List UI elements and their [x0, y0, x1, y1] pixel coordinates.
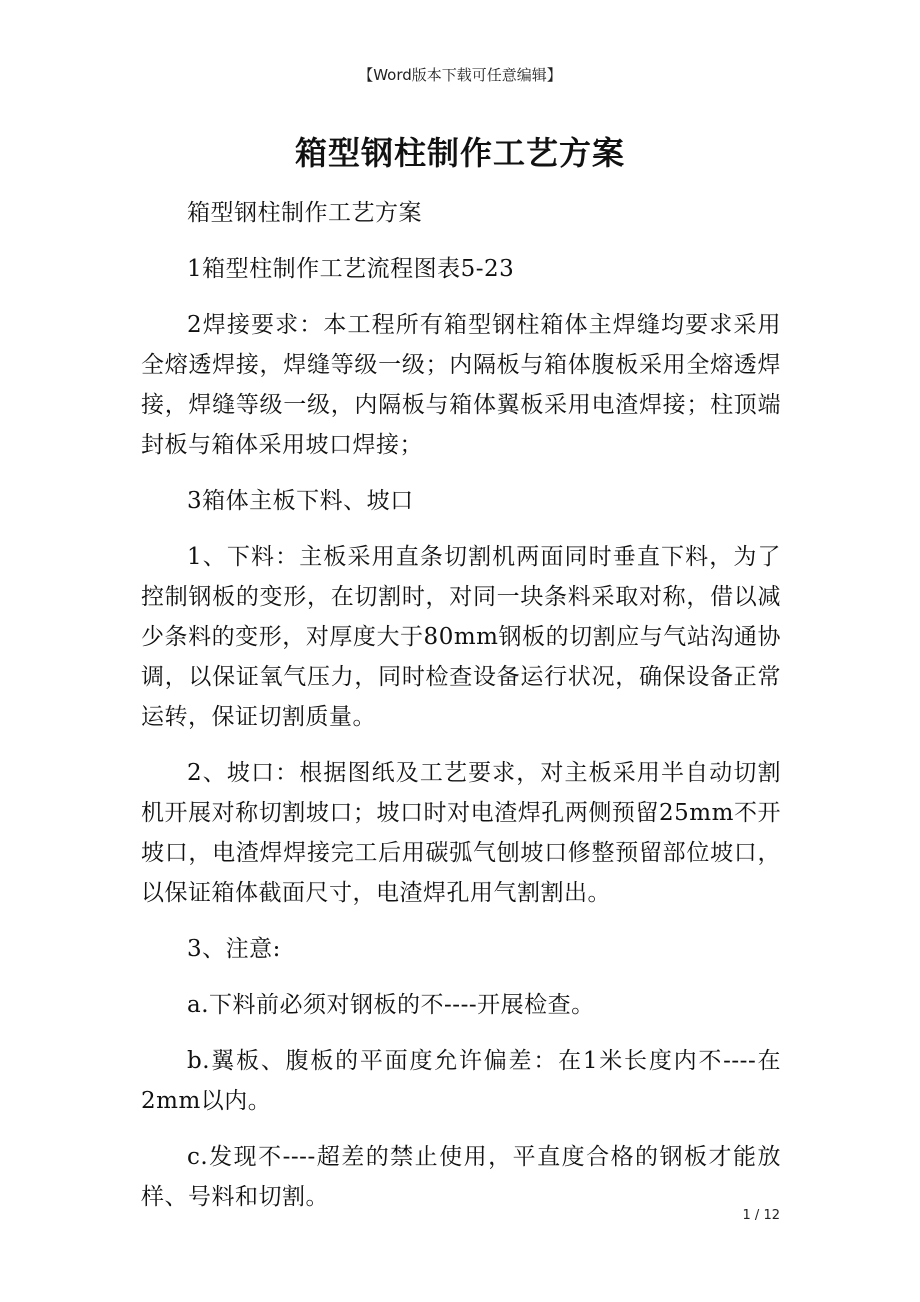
document-body: [141, 193, 781, 1233]
header-note: 【Word版本下载可任意编辑】: [358, 66, 562, 84]
paragraph: 箱型钢柱制作工艺方案: [187, 200, 422, 226]
paragraph: 3箱体主板下料、坡口: [187, 488, 414, 514]
paragraph: 3、注意:: [187, 936, 281, 962]
paragraph: c.发现不----超差的禁止使用，平直度合格的钢板才能放样、号料和切割。: [141, 1144, 781, 1210]
paragraph: a.下料前必须对钢板的不----开展检查。: [187, 992, 595, 1018]
paragraph: b.翼板、腹板的平面度允许偏差：在1米长度内不----在2mm以内。: [141, 1048, 781, 1114]
paragraph: 1、下料：主板采用直条切割机两面同时垂直下料，为了控制钢板的变形，在切割时，对同一块条料采取对称，借以减少条料的变形，对厚度大于80mm钢板的切割应与气站沟通协调，以保证氧气压力，同时检查设备运行状况，确保设备正常运转，保证切割质量。: [141, 544, 781, 730]
paragraph: 2、坡口：根据图纸及工艺要求，对主板采用半自动切割机开展对称切割坡口；坡口时对电渣焊孔两侧预留25mm不开坡口，电渣焊焊接完工后用碳弧气刨坡口修整预留部位坡口，以保证箱体截面尺寸，电渣焊孔用气割割出。: [141, 760, 781, 906]
paragraph: 2焊接要求：本工程所有箱型钢柱箱体主焊缝均要求采用全熔透焊接，焊缝等级一级；内隔板与箱体腹板采用全熔透焊接，焊缝等级一级，内隔板与箱体翼板采用电渣焊接；柱顶端封板与箱体采用坡口焊接；: [141, 312, 781, 458]
paragraph: 1箱型柱制作工艺流程图表5-23: [187, 256, 515, 282]
page-number: 1 / 12: [742, 1208, 780, 1223]
document-title: 箱型钢柱制作工艺方案: [294, 134, 625, 172]
